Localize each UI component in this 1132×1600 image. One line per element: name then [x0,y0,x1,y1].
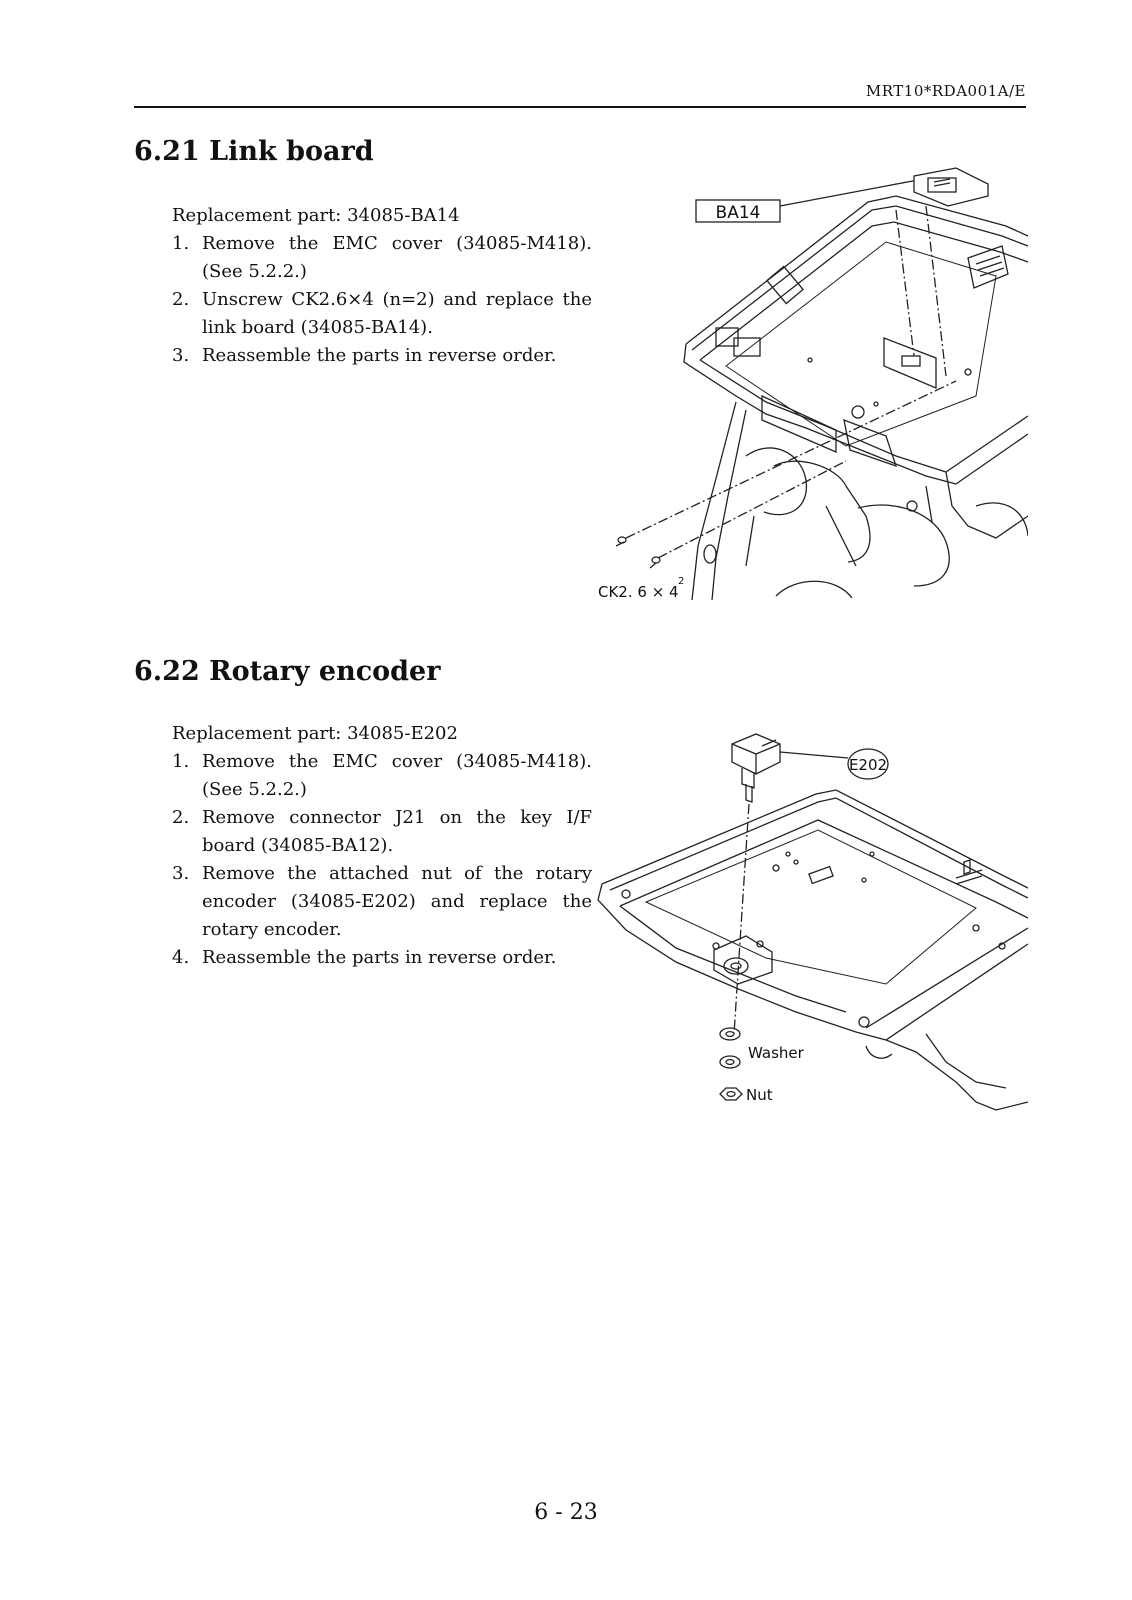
replacement-part: Replacement part: 34085-E202 [172,723,458,744]
step-item [172,342,592,370]
step-number: 3. [172,863,190,884]
screw-icon [616,537,626,546]
washer-icon [720,1028,740,1040]
step-number: 2. [172,289,190,310]
step-text: Remove the attached nut of the rotary encoder (34085-E202) and replace the rotary encoder. [202,863,592,940]
step-text: Reassemble the parts in reverse order. [202,947,557,968]
step-text: Remove the EMC cover (34085-M418). (See 5.2.2.) [202,233,592,282]
header-rule [134,106,1026,108]
nut-icon [720,1088,742,1100]
step-item [172,860,592,944]
section-title-link-board: 6.21 Link board [134,136,374,167]
page-number: 6 - 23 [534,1500,598,1525]
rotary-encoder-instructions [172,720,592,972]
rotary-encoder-part [732,734,780,802]
screw-label: CK2. 6 × 4 [598,583,679,601]
screw-quantity: 2 [678,576,685,587]
step-item [172,944,592,972]
replacement-part: Replacement part: 34085-BA14 [172,205,460,226]
step-number: 4. [172,947,190,968]
step-text: Unscrew CK2.6×4 (n=2) and replace the link board (34085-BA14). [202,289,592,338]
link-board-instructions [172,202,592,370]
step-text: Reassemble the parts in reverse order. [202,345,557,366]
step-item [172,230,592,286]
step-text: Remove the EMC cover (34085-M418). (See 5.2.2.) [202,751,592,800]
rotary-encoder-figure [596,722,1028,1132]
step-item [172,748,592,804]
washer-label: Washer [748,1044,804,1062]
part-label: BA14 [715,203,761,223]
link-board-figure [596,166,1028,606]
document-code: MRT10*RDA001A/E [865,82,1026,100]
nut-label: Nut [746,1086,773,1104]
step-list [172,230,592,370]
step-text: Remove connector J21 on the key I/F board (34085-BA12). [202,807,592,856]
step-list [172,748,592,972]
section-title-rotary-encoder: 6.22 Rotary encoder [134,656,441,687]
step-number: 1. [172,233,190,254]
step-item [172,804,592,860]
step-item [172,286,592,342]
part-label: E202 [848,756,888,774]
step-number: 2. [172,807,190,828]
step-number: 1. [172,751,190,772]
step-number: 3. [172,345,190,366]
screw-icon [650,557,660,568]
washer-icon [720,1056,740,1068]
